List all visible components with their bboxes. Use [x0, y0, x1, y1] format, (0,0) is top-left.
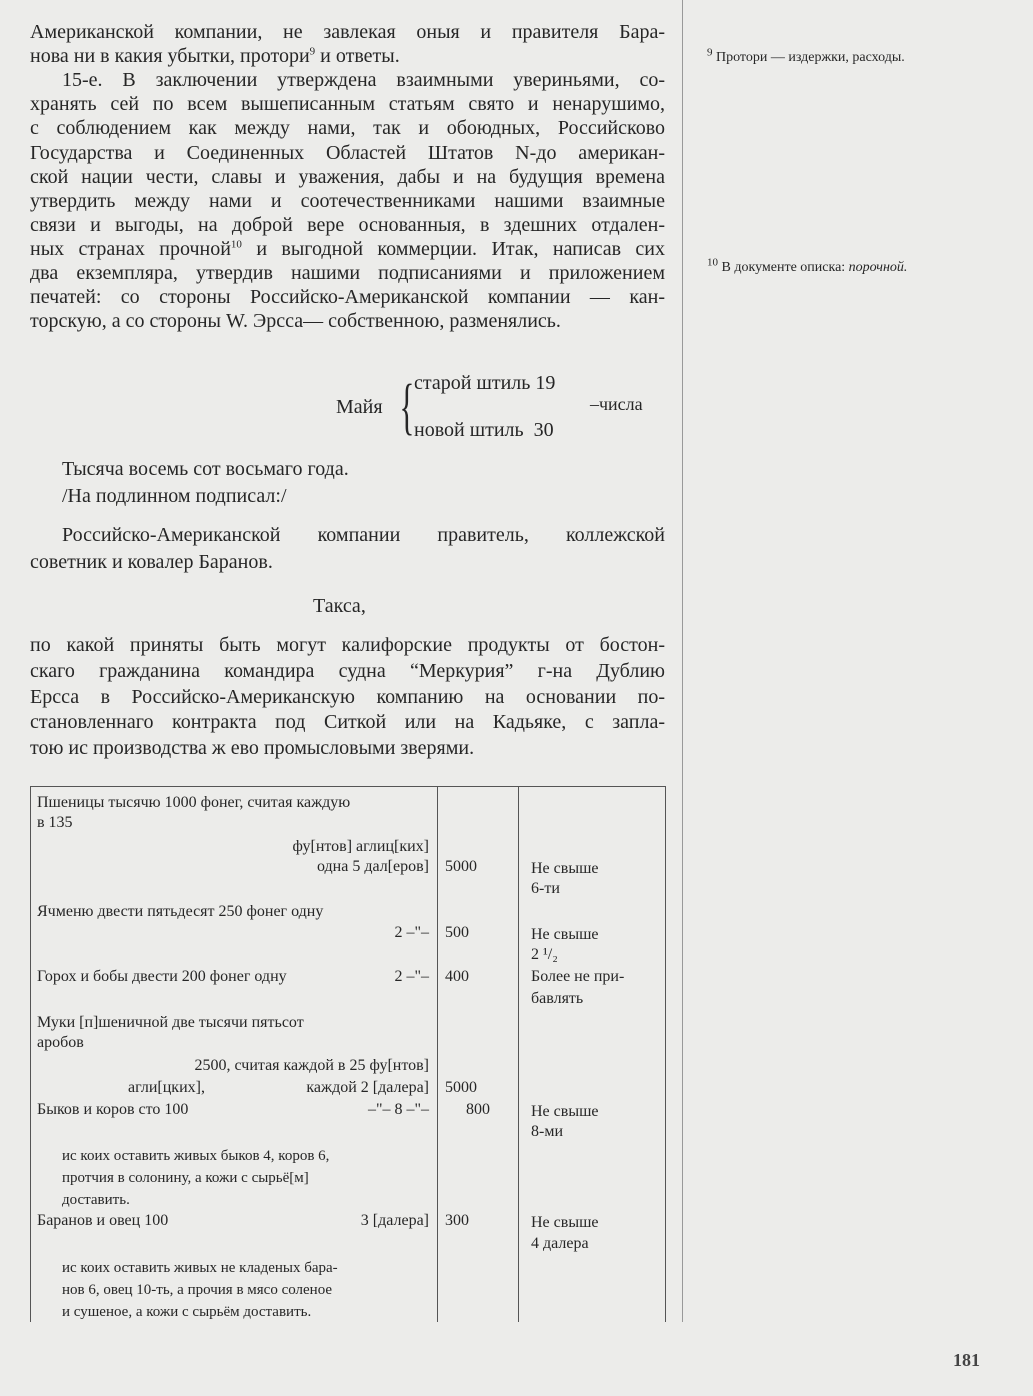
footnote-text: Протори — издержки, расходы.	[716, 50, 905, 65]
table-cell: ис коих оставить живых быков 4, коров 6,	[62, 1148, 330, 1164]
table-note: 8-ми	[531, 1123, 564, 1140]
table-sum: 300	[445, 1212, 469, 1229]
text-line: хранять сей по всем вышеписанным статьям свято и ненарушимо,	[30, 93, 665, 116]
table-cell: Пшеницы тысячю 1000 фонег, считая каждую	[37, 794, 351, 811]
text-line: Американской компании, не завлекая оныя и правителя Бара-	[30, 21, 665, 43]
text-line	[30, 44, 665, 68]
text-segment: и выгодной коммерции. Итак, написав сих	[241, 237, 666, 260]
table-note: Не свыше	[531, 1214, 599, 1231]
footnote-10	[707, 256, 908, 276]
taxa-title: Такса,	[313, 595, 366, 617]
table-sum: 5000	[445, 858, 477, 875]
footnote-number: 10	[707, 256, 718, 269]
table-sum: 400	[445, 968, 469, 985]
page-number: 181	[953, 1350, 980, 1370]
text-line: печатей: со стороны Российско-Американской компании — кан-	[30, 286, 665, 309]
table-note: Не свыше	[531, 860, 599, 877]
table-cell: 2500, считая каждой в 25 фу[нтов]	[194, 1057, 429, 1074]
table-note: Не свыше	[531, 926, 599, 943]
table-note: 6-ти	[531, 880, 560, 897]
text-line: 15-е. В заключении утверждена взаимными увериньями, со-	[62, 69, 665, 92]
footnote-text: В документе описка:	[721, 260, 849, 275]
text-segment: и ответы.	[315, 45, 400, 68]
text-segment: нова ни в какия убытки, протори	[30, 45, 310, 68]
text-line	[30, 237, 665, 261]
table-cell: фу[нтов] аглиц[ких]	[292, 838, 429, 855]
signature-line: советник и ковалер Баранов.	[30, 551, 273, 573]
footnote-9	[707, 46, 905, 66]
brace: {	[399, 373, 415, 441]
table-cell: аробов	[37, 1034, 84, 1051]
footnote-number: 9	[707, 46, 713, 59]
table-cell: Горох и бобы двести 200 фонег одну	[37, 968, 287, 985]
footnote-ref: 10	[230, 238, 242, 251]
table-cell: нов 6, овец 10-ть, а прочия в мясо соленое	[62, 1282, 333, 1298]
table-cell: ис коих оставить живых не кладеных бара-	[62, 1260, 338, 1276]
table-note: бавлять	[531, 990, 584, 1007]
date-new-style: новой штиль 30	[414, 419, 554, 441]
taxa-line: скаго гражданина командира судна “Меркурия” г-на Дублию	[30, 659, 665, 682]
date-suffix: –числа	[590, 394, 643, 414]
text-line: два екземпляра, утвердив нашими подписаниями и приложением	[30, 262, 665, 284]
date-old-style: старой штиль 19	[414, 372, 556, 394]
text-line: торскую, а со стороны W. Эрсса— собственною, разменялись.	[30, 310, 561, 333]
table-cell: Баранов и овец 100	[37, 1212, 169, 1229]
table-cell: 2 –"–	[394, 968, 429, 985]
signature-line: Российско-Американской компании правитель, коллежской	[62, 524, 665, 546]
table-cell: каждой 2 [далера]	[306, 1079, 429, 1096]
taxa-line: Ерсса в Российско-Американскую компанию на основании по-	[30, 685, 665, 708]
table-note: Более не при-	[531, 968, 625, 985]
table-note: 2 ¹/₂	[531, 946, 558, 963]
table-cell: в 135	[37, 814, 73, 831]
date-month: Майя	[336, 396, 383, 418]
text-line: ской нации чести, славы и уважения, дабы и на будущия времена	[30, 165, 665, 188]
table-cell: Быков и коров сто 100	[37, 1101, 189, 1118]
table-cell: доставить.	[62, 1192, 130, 1208]
text-line: Государства и Соединенных Областей Штатов N-до американ-	[30, 141, 665, 164]
table-note: 4 далера	[531, 1235, 589, 1252]
taxa-line: по какой приняты быть могут калифорские продукты от бостон-	[30, 634, 665, 656]
table-cell: –"– 8 –"–	[367, 1101, 429, 1118]
table-sum: 5000	[445, 1079, 477, 1096]
table-cell: Муки [п]шеничной две тысячи пятьсот	[37, 1014, 304, 1031]
signed-line: /На подлинном подписал:/	[62, 485, 287, 507]
year-line: Тысяча восемь сот восьмаго года.	[62, 458, 349, 480]
table-sum: 500	[445, 924, 469, 941]
table-sum: 800	[466, 1101, 490, 1118]
column-divider	[682, 0, 683, 1322]
table-cell: протчия в солонину, а кожи с сырьё[м]	[62, 1170, 309, 1186]
taxa-line: становленнаго контракта под Ситкой или на Кадьяке, с запла-	[30, 711, 665, 734]
text-line: утвердить между нами и соотечественниками нашими взаимные	[30, 189, 665, 212]
table-cell: и сушеное, а кожи с сырьём доставить.	[62, 1304, 312, 1320]
table-cell: агли[цких],	[128, 1079, 205, 1096]
table-cell: 2 –"–	[394, 924, 429, 941]
table-cell: одна 5 дал[еров]	[316, 858, 429, 875]
text-segment: ных странах прочной	[30, 237, 231, 260]
footnote-italic: порочной.	[848, 260, 908, 275]
footnote-ref: 9	[309, 45, 316, 58]
table-cell: 3 [далера]	[360, 1212, 429, 1229]
taxa-line: тою ис производства ж ево промысловыми зверями.	[30, 737, 475, 760]
text-line: с соблюдением как между нами, так и обоюдных, Российсково	[30, 117, 665, 140]
text-line: связи и выгоды, на доброй вере основанныя, в здешних отдален-	[30, 213, 665, 236]
table-cell: Ячменю двести пятьдесят 250 фонег одну	[37, 903, 324, 920]
table-note: Не свыше	[531, 1103, 599, 1120]
